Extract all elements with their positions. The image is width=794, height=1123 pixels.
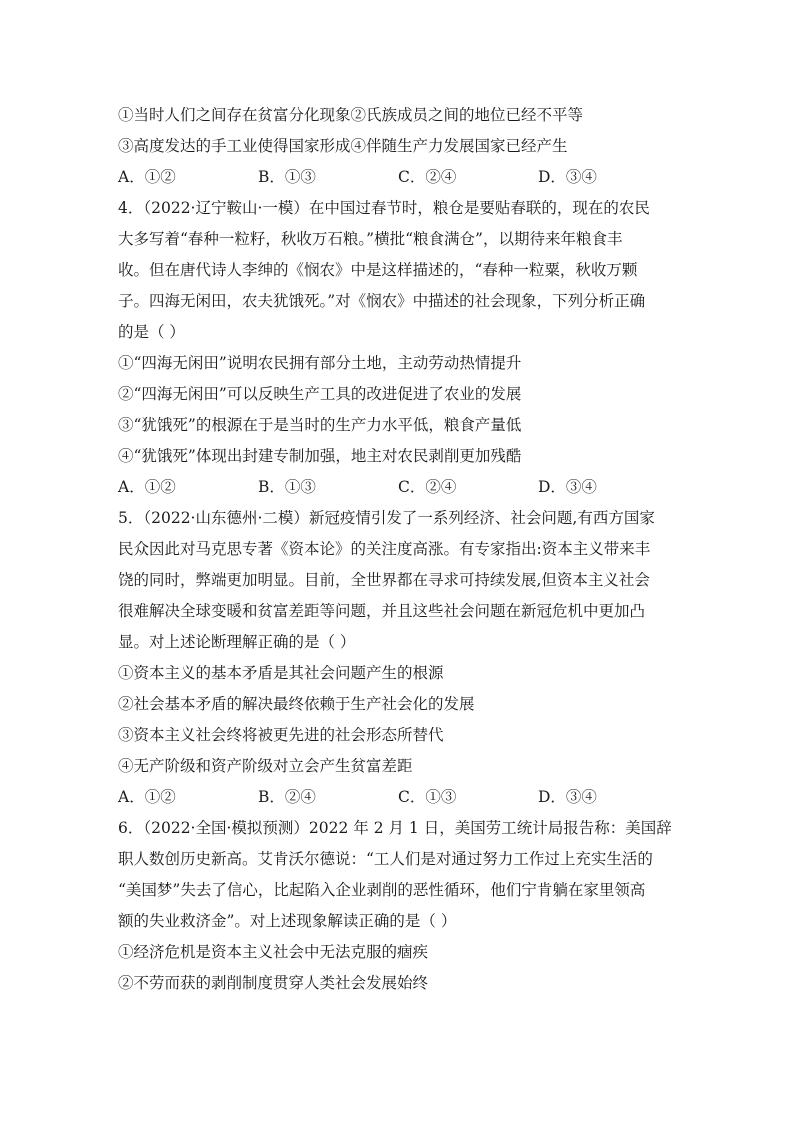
q4-statement-2: ②“四海无闲田”可以反映生产工具的改进促进了农业的发展 xyxy=(118,385,522,403)
q5-option-c: C．①③ xyxy=(398,788,457,806)
q6-statement-1: ①经济危机是资本主义社会中无法克服的痼疾 xyxy=(118,943,429,961)
q3-statement-3-4: ③高度发达的手工业使得国家形成④伴随生产力发展国家已经产生 xyxy=(118,137,568,155)
q3-option-c: C．②④ xyxy=(398,168,457,186)
q5-stem-line-3: 饶的同时，弊端更加明显。目前，全世界都在寻求可持续发展,但资本主义社会 xyxy=(118,571,650,589)
q5-statement-3: ③资本主义社会终将被更先进的社会形态所替代 xyxy=(118,726,444,744)
q4-statement-4: ④“犹饿死”体现出封建专制加强，地主对农民剥削更加残酷 xyxy=(118,447,522,465)
q4-stem-line-5: 的是（ ） xyxy=(118,323,185,341)
q6-stem-line-2: 职人数创历史新高。艾肯沃尔德说：“工人们是对通过努力工作过上充实生活的 xyxy=(118,850,653,868)
q4-stem-line-3: 收。但在唐代诗人李绅的《悯农》中是这样描述的，“春种一粒粟，秋收万颗 xyxy=(118,261,638,279)
exam-content xyxy=(118,100,688,999)
q6-stem-line-4: 额的失业救济金”。对上述现象解读正确的是（ ） xyxy=(118,912,457,930)
q5-stem-line-2: 民众因此对马克思专著《资本论》的关注度高涨。有专家指出:资本主义带来丰 xyxy=(118,540,651,558)
q3-option-d: D．③④ xyxy=(538,168,597,186)
q5-stem-line-1: 5．（2022·山东德州·二模）新冠疫情引发了一系列经济、社会问题,有西方国家 xyxy=(118,509,655,527)
q5-statement-1: ①资本主义的基本矛盾是其社会问题产生的根源 xyxy=(118,664,444,682)
question-5 xyxy=(118,503,688,813)
q3-option-b: B．①③ xyxy=(258,168,316,186)
question-6 xyxy=(118,813,688,999)
question-4 xyxy=(118,193,688,503)
q5-stem-line-4: 很难解决全球变暖和贫富差距等问题，并且这些社会问题在新冠危机中更加凸 xyxy=(118,602,646,620)
q6-statement-2: ②不劳而获的剥削制度贯穿人类社会发展始终 xyxy=(118,974,429,992)
q4-stem-line-2: 大多写着“春种一粒籽，秋收万石粮。”横批“粮食满仓”，以期待来年粮食丰 xyxy=(118,230,623,248)
q3-option-a: A．①② xyxy=(118,168,176,186)
q5-option-a: A．①② xyxy=(118,788,176,806)
q5-stem-line-5: 显。对上述论断理解正确的是（ ） xyxy=(118,633,356,651)
q4-option-c: C．②④ xyxy=(398,478,457,496)
q5-statement-2: ②社会基本矛盾的解决最终依赖于生产社会化的发展 xyxy=(118,695,475,713)
question-3 xyxy=(118,100,688,193)
q4-stem-line-1: 4．（2022·辽宁鞍山·一模）在中国过春节时，粮仓是要贴春联的，现在的农民 xyxy=(118,199,650,217)
q6-stem-line-3: “美国梦”失去了信心，比起陷入企业剥削的恶性循环，他们宁肯躺在家里领高 xyxy=(118,881,646,899)
q5-statement-4: ④无产阶级和资产阶级对立会产生贫富差距 xyxy=(118,757,413,775)
q3-statement-1-2: ①当时人们之间存在贫富分化现象②氏族成员之间的地位已经不平等 xyxy=(118,106,584,124)
q5-option-b: B．②④ xyxy=(258,788,316,806)
q4-statement-3: ③“犹饿死”的根源在于是当时的生产力水平低，粮食产量低 xyxy=(118,416,522,434)
q4-stem-line-4: 子。四海无闲田，农夫犹饿死。”对《悯农》中描述的社会现象，下列分析正确 xyxy=(118,292,646,310)
q4-option-a: A．①② xyxy=(118,478,176,496)
q4-statement-1: ①“四海无闲田”说明农民拥有部分土地，主动劳动热情提升 xyxy=(118,354,522,372)
q4-option-b: B．①③ xyxy=(258,478,316,496)
q6-stem-line-1: 6．（2022·全国·模拟预测）2022 年 2 月 1 日，美国劳工统计局报告称：美国辞 xyxy=(118,819,672,837)
q5-option-d: D．③④ xyxy=(538,788,597,806)
q3-options xyxy=(118,162,688,193)
q5-options xyxy=(118,782,688,813)
q4-options xyxy=(118,472,688,503)
q4-option-d: D．③④ xyxy=(538,478,597,496)
